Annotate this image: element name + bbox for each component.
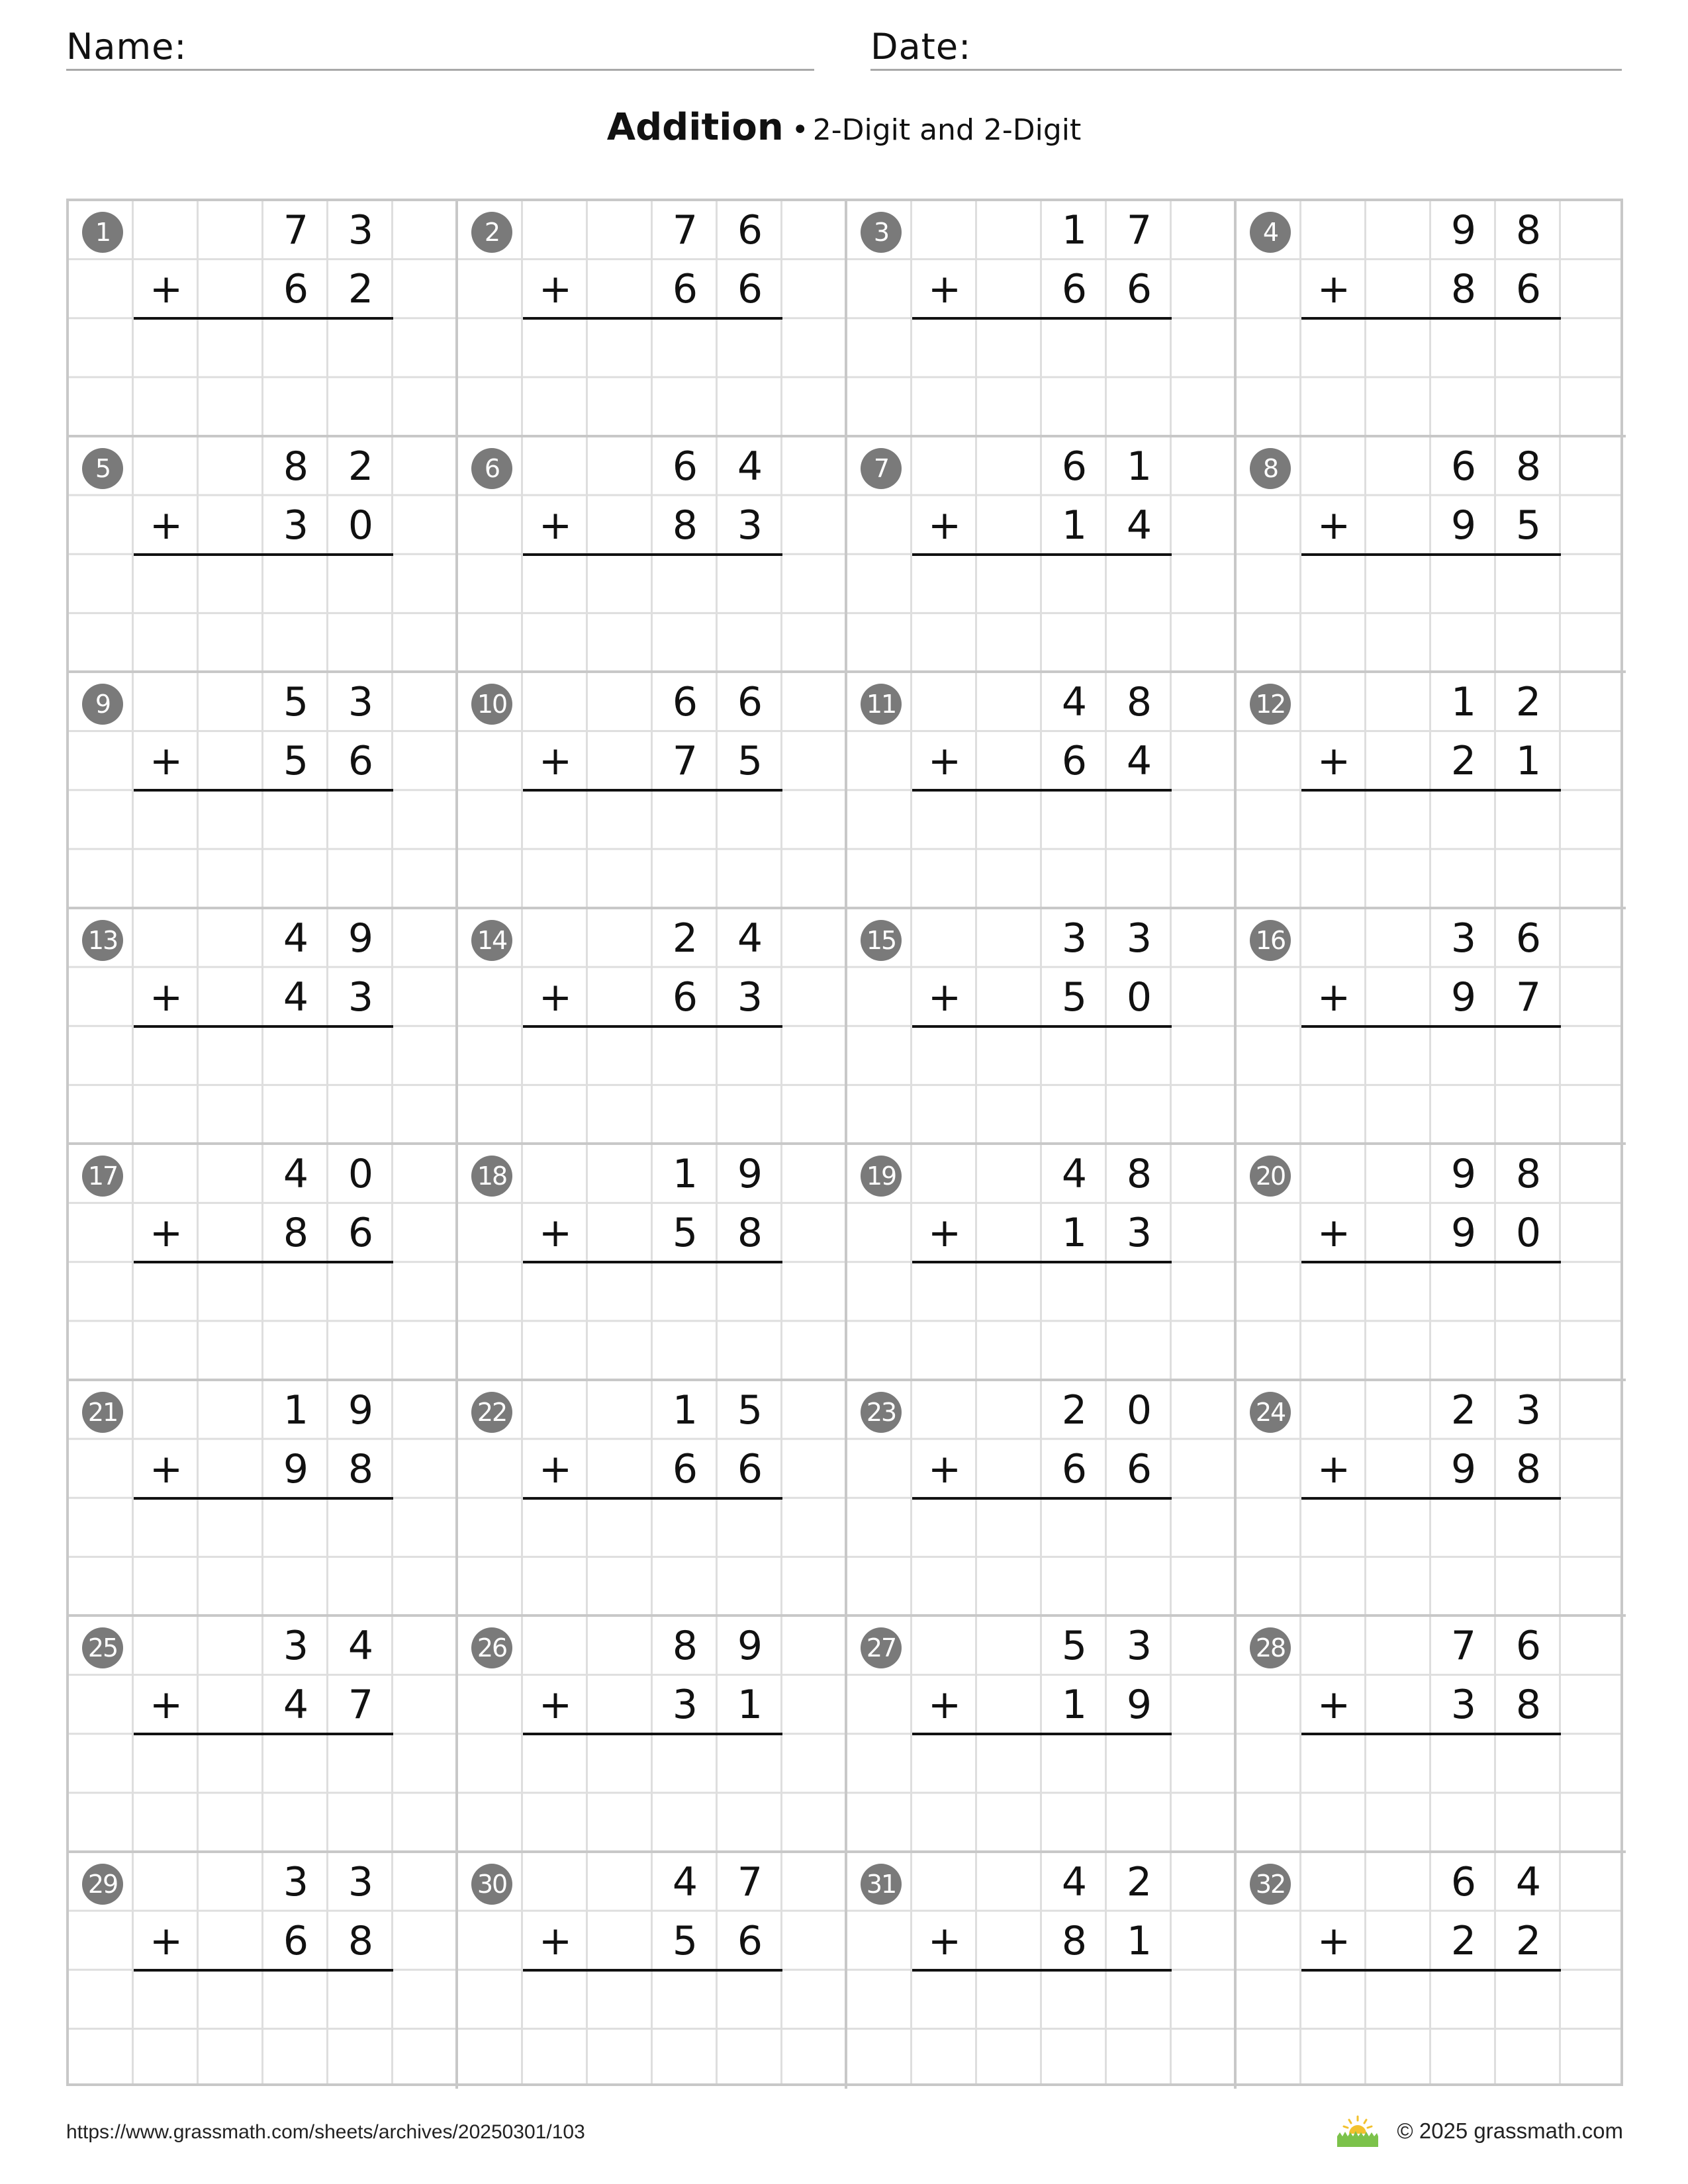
problem-number-badge: 14: [471, 920, 512, 961]
page-title: [0, 106, 1688, 149]
plus-sign: +: [1317, 1682, 1351, 1728]
answer-line: [523, 1261, 782, 1263]
problem-12: [1237, 673, 1626, 909]
bottom-addend-digit: 1: [1515, 738, 1542, 784]
bottom-addend-digit: 8: [1515, 1445, 1542, 1492]
answer-line: [134, 1025, 393, 1028]
problem-23: [847, 1381, 1237, 1617]
answer-line: [134, 1261, 393, 1263]
answer-line: [134, 317, 393, 320]
top-addend-digit: 4: [737, 443, 763, 490]
answer-line: [1301, 789, 1561, 792]
problem-9: [69, 673, 458, 909]
top-addend-digit: 6: [737, 679, 763, 725]
answer-line: [912, 1497, 1172, 1500]
bottom-addend-digit: 6: [348, 1210, 374, 1256]
problem-27: [847, 1617, 1237, 1853]
problem-number-badge: 26: [471, 1627, 512, 1668]
top-addend-digit: 6: [1515, 1623, 1542, 1669]
top-addend-digit: 8: [672, 1623, 698, 1669]
plus-sign: +: [927, 266, 962, 312]
problem-number-badge: 2: [471, 212, 512, 253]
top-addend-digit: 3: [1061, 915, 1088, 962]
answer-line: [134, 1733, 393, 1735]
top-addend-digit: 8: [1126, 679, 1152, 725]
problem-number-badge: 15: [861, 920, 902, 961]
footer-url: https://www.grassmath.com/sheets/archives/20250301/103: [66, 2121, 585, 2143]
top-addend-digit: 3: [1515, 1387, 1542, 1433]
bottom-addend-digit: 3: [1450, 1682, 1477, 1728]
title-subtitle: 2-Digit and 2-Digit: [812, 113, 1082, 147]
plus-sign: +: [927, 1682, 962, 1728]
answer-line: [523, 1497, 782, 1500]
problem-14: [458, 909, 847, 1146]
problem-number-badge: 4: [1250, 212, 1291, 253]
problem-18: [458, 1145, 847, 1381]
answer-line: [1301, 1733, 1561, 1735]
bottom-addend-digit: 5: [283, 738, 309, 784]
top-addend-digit: 3: [1126, 915, 1152, 962]
top-addend-digit: 4: [283, 1151, 309, 1197]
bottom-addend-digit: 7: [672, 738, 698, 784]
top-addend-digit: 4: [283, 915, 309, 962]
problem-30: [458, 1853, 847, 2089]
answer-line: [1301, 1261, 1561, 1263]
plus-sign: +: [149, 1682, 183, 1728]
problem-number-badge: 30: [471, 1864, 512, 1905]
top-addend-digit: 8: [1126, 1151, 1152, 1197]
bottom-addend-digit: 5: [737, 738, 763, 784]
top-addend-digit: 6: [672, 443, 698, 490]
top-addend-digit: 7: [1450, 1623, 1477, 1669]
answer-line: [1301, 1025, 1561, 1028]
plus-sign: +: [149, 502, 183, 549]
top-addend-digit: 1: [1450, 679, 1477, 725]
plus-sign: +: [149, 974, 183, 1021]
problem-31: [847, 1853, 1237, 2089]
problem-number-badge: 18: [471, 1156, 512, 1197]
bottom-addend-digit: 3: [737, 974, 763, 1021]
bottom-addend-digit: 1: [1126, 1917, 1152, 1964]
bottom-addend-digit: 8: [1450, 266, 1477, 312]
top-addend-digit: 4: [672, 1858, 698, 1905]
title-main: Addition: [606, 106, 784, 149]
problem-number-badge: 6: [471, 448, 512, 489]
top-addend-digit: 9: [348, 1387, 374, 1433]
answer-line: [523, 789, 782, 792]
answer-line: [523, 553, 782, 556]
problem-3: [847, 201, 1237, 437]
plus-sign: +: [149, 266, 183, 312]
problem-number-badge: 16: [1250, 920, 1291, 961]
plus-sign: +: [149, 1210, 183, 1256]
bottom-addend-digit: 8: [737, 1210, 763, 1256]
top-addend-digit: 8: [1515, 207, 1542, 253]
top-addend-digit: 4: [737, 915, 763, 962]
problem-number-badge: 8: [1250, 448, 1291, 489]
bottom-addend-digit: 6: [672, 266, 698, 312]
bottom-addend-digit: 4: [283, 974, 309, 1021]
problem-number-badge: 1: [82, 212, 123, 253]
top-addend-digit: 6: [1450, 1858, 1477, 1905]
problem-25: [69, 1617, 458, 1853]
top-addend-digit: 7: [672, 207, 698, 253]
bottom-addend-digit: 6: [1061, 266, 1088, 312]
bottom-addend-digit: 2: [1450, 1917, 1477, 1964]
date-label: Date:: [870, 26, 972, 68]
name-label: Name:: [66, 26, 187, 68]
bottom-addend-digit: 3: [737, 502, 763, 549]
problem-number-badge: 22: [471, 1392, 512, 1433]
answer-line: [1301, 553, 1561, 556]
problem-29: [69, 1853, 458, 2089]
bottom-addend-digit: 2: [348, 266, 374, 312]
bottom-addend-digit: 8: [348, 1445, 374, 1492]
bottom-addend-digit: 6: [1515, 266, 1542, 312]
top-addend-digit: 8: [1515, 1151, 1542, 1197]
footer-brand: [1333, 2115, 1623, 2147]
plus-sign: +: [927, 1917, 962, 1964]
bottom-addend-digit: 3: [348, 974, 374, 1021]
answer-line: [912, 789, 1172, 792]
top-addend-digit: 6: [737, 207, 763, 253]
plus-sign: +: [1317, 738, 1351, 784]
problem-22: [458, 1381, 847, 1617]
plus-sign: +: [538, 1682, 573, 1728]
top-addend-digit: 3: [283, 1858, 309, 1905]
top-addend-digit: 2: [348, 443, 374, 490]
plus-sign: +: [538, 1445, 573, 1492]
plus-sign: +: [538, 266, 573, 312]
top-addend-digit: 6: [1515, 915, 1542, 962]
top-addend-digit: 9: [737, 1623, 763, 1669]
problem-number-badge: 3: [861, 212, 902, 253]
problem-2: [458, 201, 847, 437]
plus-sign: +: [538, 1917, 573, 1964]
answer-line: [1301, 317, 1561, 320]
plus-sign: +: [1317, 974, 1351, 1021]
top-addend-digit: 1: [283, 1387, 309, 1433]
top-addend-digit: 3: [348, 207, 374, 253]
bottom-addend-digit: 6: [283, 266, 309, 312]
problem-13: [69, 909, 458, 1146]
problem-6: [458, 437, 847, 674]
bottom-addend-digit: 3: [672, 1682, 698, 1728]
footer-copyright: © 2025 grassmath.com: [1397, 2118, 1623, 2143]
problem-24: [1237, 1381, 1626, 1617]
bottom-addend-digit: 2: [1515, 1917, 1542, 1964]
bottom-addend-digit: 6: [737, 1917, 763, 1964]
problem-8: [1237, 437, 1626, 674]
plus-sign: +: [1317, 1210, 1351, 1256]
bottom-addend-digit: 6: [672, 1445, 698, 1492]
top-addend-digit: 1: [1061, 207, 1088, 253]
answer-line: [523, 1969, 782, 1972]
problem-10: [458, 673, 847, 909]
bottom-addend-digit: 9: [1450, 1445, 1477, 1492]
top-addend-digit: 0: [1126, 1387, 1152, 1433]
top-addend-digit: 1: [672, 1151, 698, 1197]
bottom-addend-digit: 7: [1515, 974, 1542, 1021]
problem-number-badge: 17: [82, 1156, 123, 1197]
answer-line: [523, 1025, 782, 1028]
top-addend-digit: 3: [1126, 1623, 1152, 1669]
top-addend-digit: 6: [672, 679, 698, 725]
top-addend-digit: 5: [1061, 1623, 1088, 1669]
top-addend-digit: 6: [1061, 443, 1088, 490]
problem-28: [1237, 1617, 1626, 1853]
bottom-addend-digit: 9: [283, 1445, 309, 1492]
top-addend-digit: 6: [1450, 443, 1477, 490]
plus-sign: +: [538, 974, 573, 1021]
top-addend-digit: 5: [283, 679, 309, 725]
bottom-addend-digit: 4: [283, 1682, 309, 1728]
bottom-addend-digit: 6: [1061, 738, 1088, 784]
answer-line: [912, 1733, 1172, 1735]
answer-line: [1301, 1969, 1561, 1972]
problem-number-badge: 28: [1250, 1627, 1291, 1668]
bottom-addend-digit: 3: [1126, 1210, 1152, 1256]
problem-1: [69, 201, 458, 437]
plus-sign: +: [149, 738, 183, 784]
top-addend-digit: 9: [1450, 207, 1477, 253]
answer-line: [912, 317, 1172, 320]
top-addend-digit: 3: [348, 1858, 374, 1905]
bottom-addend-digit: 6: [1061, 1445, 1088, 1492]
title-bullet: •: [791, 113, 809, 147]
problem-number-badge: 7: [861, 448, 902, 489]
plus-sign: +: [538, 502, 573, 549]
problem-20: [1237, 1145, 1626, 1381]
top-addend-digit: 4: [1061, 1858, 1088, 1905]
problem-number-badge: 11: [861, 684, 902, 725]
top-addend-digit: 2: [1450, 1387, 1477, 1433]
answer-line: [1301, 1497, 1561, 1500]
answer-line: [912, 1025, 1172, 1028]
bottom-addend-digit: 4: [1126, 738, 1152, 784]
date-field[interactable]: [870, 24, 1622, 71]
top-addend-digit: 1: [1126, 443, 1152, 490]
bottom-addend-digit: 9: [1126, 1682, 1152, 1728]
plus-sign: +: [538, 1210, 573, 1256]
bottom-addend-digit: 3: [283, 502, 309, 549]
bottom-addend-digit: 1: [737, 1682, 763, 1728]
problem-15: [847, 909, 1237, 1146]
plus-sign: +: [1317, 1917, 1351, 1964]
problem-5: [69, 437, 458, 674]
grass-sun-icon: [1333, 2115, 1382, 2147]
problem-number-badge: 12: [1250, 684, 1291, 725]
answer-line: [134, 1969, 393, 1972]
top-addend-digit: 5: [737, 1387, 763, 1433]
top-addend-digit: 2: [1061, 1387, 1088, 1433]
bottom-addend-digit: 5: [1515, 502, 1542, 549]
name-field[interactable]: [66, 24, 814, 71]
top-addend-digit: 8: [1515, 443, 1542, 490]
top-addend-digit: 0: [348, 1151, 374, 1197]
top-addend-digit: 4: [1061, 1151, 1088, 1197]
problem-4: [1237, 201, 1626, 437]
top-addend-digit: 2: [1515, 679, 1542, 725]
answer-line: [523, 317, 782, 320]
bottom-addend-digit: 8: [672, 502, 698, 549]
problem-number-badge: 27: [861, 1627, 902, 1668]
problem-32: [1237, 1853, 1626, 2089]
top-addend-digit: 8: [283, 443, 309, 490]
top-addend-digit: 4: [1061, 679, 1088, 725]
top-addend-digit: 9: [737, 1151, 763, 1197]
problem-17: [69, 1145, 458, 1381]
top-addend-digit: 7: [283, 207, 309, 253]
problem-19: [847, 1145, 1237, 1381]
problem-number-badge: 25: [82, 1627, 123, 1668]
bottom-addend-digit: 7: [348, 1682, 374, 1728]
plus-sign: +: [538, 738, 573, 784]
bottom-addend-digit: 8: [283, 1210, 309, 1256]
bottom-addend-digit: 0: [1126, 974, 1152, 1021]
problem-number-badge: 21: [82, 1392, 123, 1433]
answer-line: [912, 1969, 1172, 1972]
bottom-addend-digit: 0: [1515, 1210, 1542, 1256]
problem-number-badge: 5: [82, 448, 123, 489]
problem-number-badge: 20: [1250, 1156, 1291, 1197]
problem-26: [458, 1617, 847, 1853]
problem-16: [1237, 909, 1626, 1146]
bottom-addend-digit: 8: [1515, 1682, 1542, 1728]
problem-number-badge: 24: [1250, 1392, 1291, 1433]
plus-sign: +: [927, 974, 962, 1021]
problem-number-badge: 23: [861, 1392, 902, 1433]
plus-sign: +: [1317, 502, 1351, 549]
plus-sign: +: [927, 1445, 962, 1492]
problem-grid: [66, 199, 1623, 2086]
answer-line: [912, 553, 1172, 556]
problem-21: [69, 1381, 458, 1617]
problem-number-badge: 31: [861, 1864, 902, 1905]
bottom-addend-digit: 5: [672, 1917, 698, 1964]
top-addend-digit: 4: [348, 1623, 374, 1669]
answer-line: [134, 789, 393, 792]
plus-sign: +: [927, 1210, 962, 1256]
bottom-addend-digit: 6: [737, 1445, 763, 1492]
answer-line: [134, 1497, 393, 1500]
plus-sign: +: [927, 502, 962, 549]
bottom-addend-digit: 9: [1450, 502, 1477, 549]
bottom-addend-digit: 0: [348, 502, 374, 549]
answer-line: [912, 1261, 1172, 1263]
plus-sign: +: [149, 1445, 183, 1492]
problem-number-badge: 32: [1250, 1864, 1291, 1905]
bottom-addend-digit: 4: [1126, 502, 1152, 549]
bottom-addend-digit: 6: [672, 974, 698, 1021]
top-addend-digit: 3: [348, 679, 374, 725]
bottom-addend-digit: 2: [1450, 738, 1477, 784]
problem-7: [847, 437, 1237, 674]
bottom-addend-digit: 9: [1450, 1210, 1477, 1256]
bottom-addend-digit: 5: [672, 1210, 698, 1256]
bottom-addend-digit: 6: [283, 1917, 309, 1964]
top-addend-digit: 3: [283, 1623, 309, 1669]
top-addend-digit: 9: [1450, 1151, 1477, 1197]
top-addend-digit: 7: [1126, 207, 1152, 253]
problem-number-badge: 13: [82, 920, 123, 961]
top-addend-digit: 9: [348, 915, 374, 962]
bottom-addend-digit: 9: [1450, 974, 1477, 1021]
bottom-addend-digit: 6: [348, 738, 374, 784]
top-addend-digit: 7: [737, 1858, 763, 1905]
bottom-addend-digit: 1: [1061, 1210, 1088, 1256]
problem-number-badge: 19: [861, 1156, 902, 1197]
top-addend-digit: 1: [672, 1387, 698, 1433]
top-addend-digit: 2: [672, 915, 698, 962]
bottom-addend-digit: 6: [737, 266, 763, 312]
plus-sign: +: [149, 1917, 183, 1964]
answer-line: [134, 553, 393, 556]
bottom-addend-digit: 6: [1126, 266, 1152, 312]
bottom-addend-digit: 8: [348, 1917, 374, 1964]
problem-11: [847, 673, 1237, 909]
top-addend-digit: 4: [1515, 1858, 1542, 1905]
bottom-addend-digit: 1: [1061, 1682, 1088, 1728]
problem-number-badge: 10: [471, 684, 512, 725]
problem-number-badge: 29: [82, 1864, 123, 1905]
bottom-addend-digit: 6: [1126, 1445, 1152, 1492]
plus-sign: +: [1317, 1445, 1351, 1492]
bottom-addend-digit: 8: [1061, 1917, 1088, 1964]
top-addend-digit: 3: [1450, 915, 1477, 962]
bottom-addend-digit: 5: [1061, 974, 1088, 1021]
bottom-addend-digit: 1: [1061, 502, 1088, 549]
top-addend-digit: 2: [1126, 1858, 1152, 1905]
answer-line: [523, 1733, 782, 1735]
problem-number-badge: 9: [82, 684, 123, 725]
plus-sign: +: [1317, 266, 1351, 312]
plus-sign: +: [927, 738, 962, 784]
